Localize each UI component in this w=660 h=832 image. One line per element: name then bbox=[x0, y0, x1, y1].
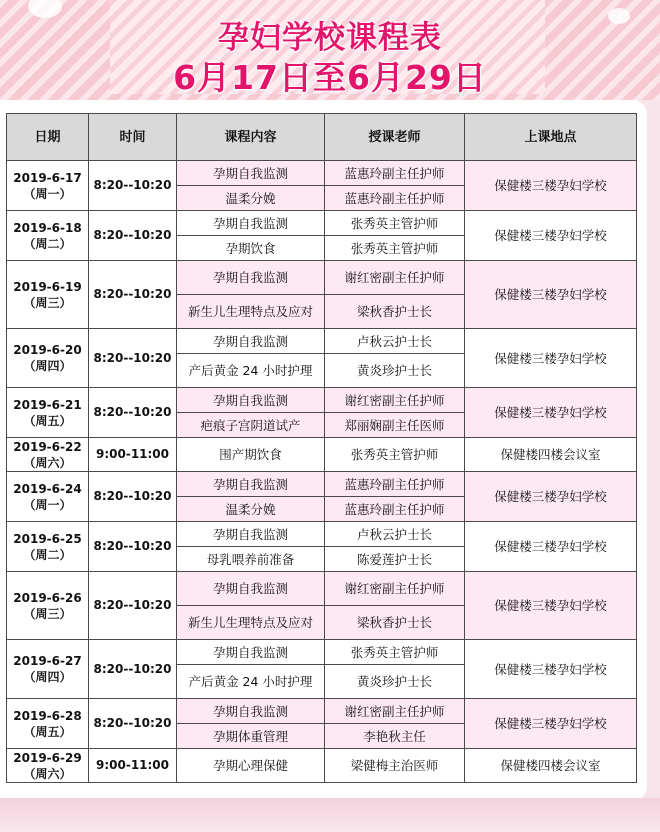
table-row bbox=[7, 388, 637, 413]
course-content-cell: 新生儿生理特点及应对 bbox=[177, 295, 325, 329]
teacher-cell: 蓝惠玲副主任护师 bbox=[325, 497, 465, 522]
course-content-cell: 产后黄金 24 小时护理 bbox=[177, 665, 325, 699]
teacher-cell: 蓝惠玲副主任护师 bbox=[325, 186, 465, 211]
course-content-cell: 孕期自我监测 bbox=[177, 388, 325, 413]
location-cell: 保健楼三楼孕妇学校 bbox=[465, 161, 637, 211]
teacher-cell: 蓝惠玲副主任护师 bbox=[325, 472, 465, 497]
table-row bbox=[7, 472, 637, 497]
teacher-cell: 蓝惠玲副主任护师 bbox=[325, 161, 465, 186]
time-cell: 9:00-11:00 bbox=[89, 438, 177, 472]
teacher-cell: 陈爱莲护士长 bbox=[325, 547, 465, 572]
header-banner bbox=[0, 0, 660, 100]
course-content-cell: 孕期体重管理 bbox=[177, 724, 325, 749]
weekday-text: （周六） bbox=[23, 766, 72, 781]
teacher-cell: 黄炎珍护士长 bbox=[325, 354, 465, 388]
header-teacher: 授课老师 bbox=[325, 114, 465, 161]
table-row bbox=[7, 261, 637, 295]
date-text: 2019-6-17 bbox=[13, 170, 82, 185]
course-content-cell: 围产期饮食 bbox=[177, 438, 325, 472]
course-content-cell: 孕期自我监测 bbox=[177, 161, 325, 186]
date-text: 2019-6-25 bbox=[13, 531, 82, 546]
teacher-cell: 谢红密副主任护师 bbox=[325, 699, 465, 724]
course-content-cell: 温柔分娩 bbox=[177, 186, 325, 211]
time-cell: 9:00-11:00 bbox=[89, 749, 177, 783]
weekday-text: （周二） bbox=[23, 547, 72, 562]
date-text: 2019-6-20 bbox=[13, 343, 82, 357]
teacher-cell: 张秀英主管护师 bbox=[325, 211, 465, 236]
time-cell: 8:20--10:20 bbox=[89, 329, 177, 388]
weekday-text: （周五） bbox=[23, 413, 72, 428]
course-content-cell: 孕期自我监测 bbox=[177, 261, 325, 295]
time-cell: 8:20--10:20 bbox=[89, 261, 177, 329]
course-content-cell: 产后黄金 24 小时护理 bbox=[177, 354, 325, 388]
date-text: 2019-6-28 bbox=[13, 708, 82, 723]
date-cell bbox=[7, 640, 89, 699]
location-cell: 保健楼三楼孕妇学校 bbox=[465, 211, 637, 261]
weekday-text: （周三） bbox=[23, 295, 72, 310]
date-cell bbox=[7, 572, 89, 640]
table-row bbox=[7, 161, 637, 186]
schedule-body bbox=[7, 161, 637, 783]
weekday-text: （周二） bbox=[23, 236, 72, 251]
teacher-cell: 谢红密副主任护师 bbox=[325, 261, 465, 295]
weekday-text: （周五） bbox=[23, 724, 72, 739]
date-text: 2019-6-24 bbox=[13, 481, 82, 496]
schedule-table bbox=[6, 113, 637, 783]
teacher-cell: 张秀英主管护师 bbox=[325, 438, 465, 472]
date-text: 2019-6-26 bbox=[13, 590, 82, 605]
table-row bbox=[7, 572, 637, 606]
location-cell: 保健楼三楼孕妇学校 bbox=[465, 522, 637, 572]
location-cell: 保健楼四楼会议室 bbox=[465, 438, 637, 472]
table-row bbox=[7, 640, 637, 665]
course-content-cell: 母乳喂养前准备 bbox=[177, 547, 325, 572]
location-cell: 保健楼三楼孕妇学校 bbox=[465, 388, 637, 438]
date-range-title: 6月17日至6月29日 bbox=[173, 58, 487, 97]
location-cell: 保健楼三楼孕妇学校 bbox=[465, 472, 637, 522]
date-text: 2019-6-21 bbox=[13, 397, 82, 412]
table-row bbox=[7, 699, 637, 724]
weekday-text: （周六） bbox=[23, 455, 72, 470]
table-row bbox=[7, 749, 637, 783]
date-text: 2019-6-27 bbox=[13, 654, 82, 668]
time-cell: 8:20--10:20 bbox=[89, 161, 177, 211]
date-cell bbox=[7, 329, 89, 388]
date-cell bbox=[7, 388, 89, 438]
table-row bbox=[7, 438, 637, 472]
course-content-cell: 孕期自我监测 bbox=[177, 522, 325, 547]
location-cell: 保健楼三楼孕妇学校 bbox=[465, 699, 637, 749]
course-content-cell: 新生儿生理特点及应对 bbox=[177, 606, 325, 640]
course-content-cell: 孕期心理保健 bbox=[177, 749, 325, 783]
location-cell: 保健楼三楼孕妇学校 bbox=[465, 329, 637, 388]
teacher-cell: 黄炎珍护士长 bbox=[325, 665, 465, 699]
page-title: 孕妇学校课程表 bbox=[218, 20, 442, 56]
course-content-cell: 孕期自我监测 bbox=[177, 699, 325, 724]
date-text: 2019-6-18 bbox=[13, 220, 82, 235]
date-cell bbox=[7, 749, 89, 783]
time-cell: 8:20--10:20 bbox=[89, 388, 177, 438]
teacher-cell: 谢红密副主任护师 bbox=[325, 572, 465, 606]
time-cell: 8:20--10:20 bbox=[89, 572, 177, 640]
course-content-cell: 孕期自我监测 bbox=[177, 572, 325, 606]
teacher-cell: 张秀英主管护师 bbox=[325, 236, 465, 261]
time-cell: 8:20--10:20 bbox=[89, 699, 177, 749]
weekday-text: （周四） bbox=[23, 670, 72, 684]
teacher-cell: 梁健梅主治医师 bbox=[325, 749, 465, 783]
course-content-cell: 孕期自我监测 bbox=[177, 640, 325, 665]
time-cell: 8:20--10:20 bbox=[89, 211, 177, 261]
course-content-cell: 温柔分娩 bbox=[177, 497, 325, 522]
teacher-cell: 梁秋香护士长 bbox=[325, 606, 465, 640]
header-content: 课程内容 bbox=[177, 114, 325, 161]
time-cell: 8:20--10:20 bbox=[89, 472, 177, 522]
teacher-cell: 卢秋云护士长 bbox=[325, 522, 465, 547]
time-cell: 8:20--10:20 bbox=[89, 522, 177, 572]
weekday-text: （周一） bbox=[23, 497, 72, 512]
location-cell: 保健楼三楼孕妇学校 bbox=[465, 640, 637, 699]
date-text: 2019-6-29 bbox=[13, 750, 82, 765]
teacher-cell: 郑丽娴副主任医师 bbox=[325, 413, 465, 438]
location-cell: 保健楼三楼孕妇学校 bbox=[465, 261, 637, 329]
location-cell: 保健楼四楼会议室 bbox=[465, 749, 637, 783]
bottom-background bbox=[0, 798, 660, 832]
date-text: 2019-6-22 bbox=[13, 439, 82, 454]
teacher-cell: 李艳秋主任 bbox=[325, 724, 465, 749]
course-content-cell: 孕期自我监测 bbox=[177, 329, 325, 354]
date-text: 2019-6-19 bbox=[13, 279, 82, 294]
date-cell bbox=[7, 438, 89, 472]
date-cell bbox=[7, 699, 89, 749]
course-content-cell: 孕期自我监测 bbox=[177, 211, 325, 236]
date-cell bbox=[7, 161, 89, 211]
date-cell bbox=[7, 472, 89, 522]
date-cell bbox=[7, 522, 89, 572]
table-row bbox=[7, 211, 637, 236]
course-content-cell: 孕期饮食 bbox=[177, 236, 325, 261]
teacher-cell: 谢红密副主任护师 bbox=[325, 388, 465, 413]
time-cell: 8:20--10:20 bbox=[89, 640, 177, 699]
course-content-cell: 孕期自我监测 bbox=[177, 472, 325, 497]
location-cell: 保健楼三楼孕妇学校 bbox=[465, 572, 637, 640]
table-header-row bbox=[7, 114, 637, 161]
table-row bbox=[7, 329, 637, 354]
teacher-cell: 梁秋香护士长 bbox=[325, 295, 465, 329]
table-row bbox=[7, 522, 637, 547]
weekday-text: （周四） bbox=[23, 359, 72, 373]
weekday-text: （周一） bbox=[23, 186, 72, 201]
teacher-cell: 张秀英主管护师 bbox=[325, 640, 465, 665]
header-date: 日期 bbox=[7, 114, 89, 161]
header-time: 时间 bbox=[89, 114, 177, 161]
teacher-cell: 卢秋云护士长 bbox=[325, 329, 465, 354]
date-cell bbox=[7, 211, 89, 261]
header-location: 上课地点 bbox=[465, 114, 637, 161]
course-content-cell: 疤痕子宫阴道试产 bbox=[177, 413, 325, 438]
date-cell bbox=[7, 261, 89, 329]
weekday-text: （周三） bbox=[23, 606, 72, 621]
